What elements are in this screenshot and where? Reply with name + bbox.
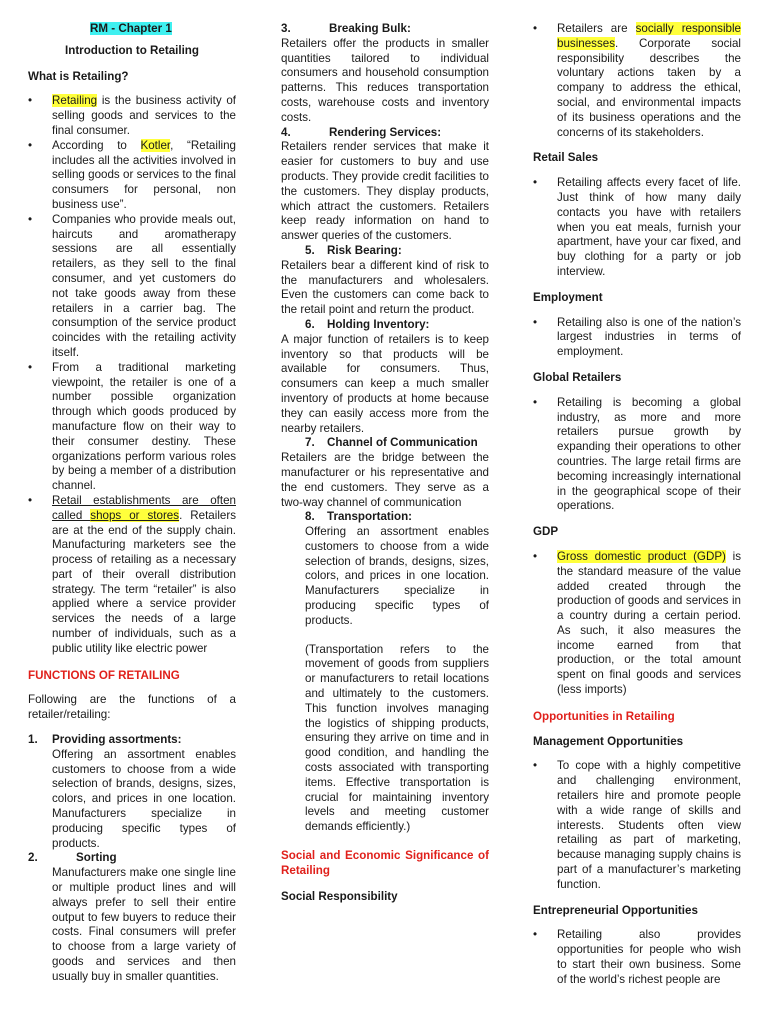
heading-opportunities-in-retailing: Opportunities in Retailing — [533, 709, 675, 723]
function-4-body: Retailers render services that make it easier for customers to buy and use products. They provide credit facilities to the customers. They display products, which attract the customers. Retailers keep ready information on hand to answer queries of the customers. — [281, 140, 489, 243]
heading-social-economic-significance: Social and Economic Significance of Retailing — [281, 849, 489, 877]
function-6-title: 6. Holding Inventory: — [305, 317, 430, 331]
function-6-body: A major function of retailers is to keep inventory so that products will be available for consumers. Thus, consumers can keep a much smaller inventory of products at home because they can easily access more from the nearby retailers. — [281, 332, 489, 435]
bullet-social-responsibility — [533, 22, 741, 140]
bullet-entrepreneurial-opportunities — [533, 928, 741, 987]
function-3-title: 3. Breaking Bulk: — [281, 22, 411, 35]
list-item: • Retailing also is one of the nation’s largest industries in terms of employment. — [533, 316, 741, 360]
heading-employment: Employment — [533, 290, 603, 304]
bullet-list-definitions — [28, 94, 236, 656]
function-5-title: 5. Risk Bearing: — [305, 243, 402, 257]
function-2-title: 2. Sorting — [28, 851, 117, 865]
list-item: • Retailing is becoming a global industry, as more and more retailers pursue growth by expanding their operations to other countries. The large retail firms are becoming increasingly international in the geographical scope of their operations. — [533, 396, 741, 514]
heading-management-opportunities: Management Opportunities — [533, 734, 684, 748]
heading-what-is-retailing: What is Retailing? — [28, 69, 129, 83]
function-5-body: Retailers bear a different kind of risk to the manufacturers and wholesalers. Even the customers can come back to the retail point and return the product. — [281, 258, 489, 317]
heading-global-retailers: Global Retailers — [533, 370, 622, 384]
transportation-note: (Transportation refers to the movement of goods from suppliers or manufacturers to retail locations and ultimately to the customers. This function involves managing the logistics of shipping products, ensuring they arrive on time and in good condition, and handling the costs associated with transporting items. Effective transportation is crucial for maintaining inventory levels and meeting customer demands efficiently.) — [305, 642, 489, 834]
list-item: • Companies who provide meals out, haircuts and aromatherapy sessions are all essentially retailers, as they sell to the final consumer, and yet customers do not take goods away from these retailers in a carrier bag. The consumption of the service product coincides with the retailing activity itself. — [28, 213, 236, 361]
function-7-body: Retailers are the bridge between the manufacturer or his representative and the end customers. They serve as a two-way channel of communication — [281, 451, 489, 509]
bullet-retail-sales — [533, 176, 741, 280]
function-7-title: 7. Channel of Communication — [305, 436, 478, 450]
heading-gdp: GDP — [533, 525, 559, 539]
list-item: • According to Kotler, “Retailing includes all the activities involved in selling goods or services to the final consumers for personal, non business use”. — [28, 139, 236, 213]
column-1 — [28, 22, 236, 985]
bullet-gdp — [533, 550, 741, 698]
function-1-body: Offering an assortment enables customers to choose from a wide selection of brands, designs, sizes, colors, and prices in one location. Manufacturers specialize in producing specific types of products. — [52, 747, 236, 850]
list-item: • Retail establishments are often called shops or stores. Retailers are at the end of the supply chain. Manufacturing marketers see the process of retailing as a necessary part of their overall distribution strategy. The term “retailer” is also applied where a service provider services the needs of a large number of individuals, such as a public utility like electric power — [28, 494, 236, 657]
list-item: • To cope with a highly competitive and challenging environment, retailers hire and promote people with a wide range of skills and interests. Students often view retailing as part of marketing, because managing supply chains is part of a manufacturer’s marketing function. — [533, 759, 741, 892]
functions-intro: Following are the functions of a retailer/retailing: — [28, 693, 236, 722]
bullet-global-retailers — [533, 396, 741, 514]
bullet-management-opportunities — [533, 759, 741, 892]
function-4-title: 4. Rendering Services: — [281, 125, 442, 139]
list-item: • Retailers are socially responsible businesses. Corporate social responsibility describes the voluntary actions taken by a company to address the ethical, social, and environmental impacts of its business operations and the concerns of its stakeholders. — [533, 22, 741, 140]
function-8-body: Offering an assortment enables customers to choose from a wide selection of brands, designs, sizes, colors, and prices in one location. Manufacturers specialize in producing specific types of products. — [305, 525, 489, 627]
function-2-body: Manufacturers make one single line or multiple product lines and will always prefer to sell their entire output to few buyers to reduce their costs. Final consumers will prefer to choose from a large variety of goods and services and then usually buy in smaller quantities. — [52, 866, 236, 983]
list-item: • Retailing also provides opportunities for people who wish to start their own business. Some of the world’s richest people are — [533, 928, 741, 987]
chapter-label: RM - Chapter 1 — [90, 22, 172, 35]
heading-social-responsibility: Social Responsibility — [281, 889, 398, 903]
column-2 — [281, 22, 489, 904]
list-item: • Gross domestic product (GDP) is the standard measure of the value added created through the production of goods and services in a country during a certain period. As such, it also measures the income earned from that production, or the total amount spent on final goods and services (less imports) — [533, 550, 741, 698]
function-3-body: Retailers offer the products in smaller quantities tailored to individual consumers and household consumption patterns. This reduces transportation costs, warehouse costs and inventory costs. — [281, 36, 489, 124]
heading-retail-sales: Retail Sales — [533, 151, 599, 165]
function-1-title: 1. Providing assortments: — [28, 733, 182, 747]
function-8-title: 8. Transportation: — [305, 510, 413, 524]
heading-entrepreneurial-opportunities: Entrepreneurial Opportunities — [533, 903, 698, 917]
column-3 — [533, 22, 741, 988]
list-item: • Retailing is the business activity of selling goods and services to the final consumer. — [28, 94, 236, 138]
heading-functions-of-retailing: FUNCTIONS OF RETAILING — [28, 668, 180, 682]
list-item: • From a traditional marketing viewpoint, the retailer is one of a number possible organization through which goods produced by manufacture flow on their way to their consumer destiny. These organizations perform various roles by being a member of a distribution channel. — [28, 361, 236, 494]
bullet-employment — [533, 316, 741, 360]
document-title: Introduction to Retailing — [65, 43, 199, 57]
list-item: • Retailing affects every facet of life. Just think of how many daily contacts you have with retailers when you eat meals, furnish your apartment, have your car fixed, and buy clothing for a party or job interview. — [533, 176, 741, 280]
